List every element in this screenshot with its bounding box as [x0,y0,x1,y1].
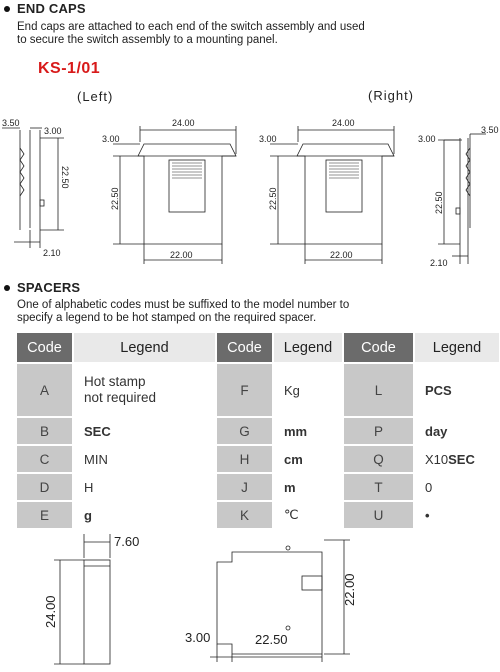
legend-cell: m [273,473,343,501]
left-side-notches [20,148,24,196]
model-number: KS-1/01 [38,60,101,77]
spacer-code-table [15,331,500,530]
spacers-title [0,280,80,295]
code-cell: C [16,445,73,473]
left-front-body [138,144,236,244]
dim-front-tab-right: 3.00 [259,134,277,144]
legend-cell: Hot stamp not required [73,363,216,417]
spacer-drawing [0,532,500,672]
dim-plate-tab: 3.00 [185,630,211,645]
dim-side-tab-right: 3.00 [418,134,436,144]
dim-spacer-width: 7.60 [114,534,140,549]
bullet-icon [4,6,10,12]
dim-side-height-left: 22.50 [60,166,70,189]
plate-hole-top [286,546,290,550]
plate-tab-notch [302,576,322,590]
dim-side-bottom-right: 2.10 [430,258,448,268]
table-row [16,417,500,445]
legend-cell: 0 [414,473,500,501]
dim-front-top-left: 24.00 [172,118,195,128]
header-legend: Legend [414,332,500,363]
code-cell: G [216,417,273,445]
header-code: Code [343,332,414,363]
legend-suffix: SEC [448,451,475,467]
spacers-description: One of alphabetic codes must be suffixed to the model number to specify a legend to be hot stamped on the required spacer. [17,299,350,324]
end-caps-description: End caps are attached to each end of the switch assembly and used to secure the switch assembly to a mounting panel. [17,21,365,46]
code-cell: K [216,501,273,529]
code-cell: E [16,501,73,529]
plate-hole-bottom [286,626,290,630]
code-cell: J [216,473,273,501]
dim-side-height-right: 22.50 [434,191,444,214]
legend-cell: cm [273,445,343,473]
end-caps-title-text: END CAPS [17,1,86,16]
dim-plate-height: 22.00 [342,573,357,606]
left-label: (Left) [77,89,114,104]
table-row [16,363,500,417]
header-code: Code [16,332,73,363]
legend-cell: ℃ [273,501,343,529]
legend-prefix: X10 [425,451,449,467]
dim-side-right-a: 3.50 [481,125,499,135]
dim-front-bottom-left: 22.00 [170,250,193,260]
legend-cell: • [414,501,500,529]
code-cell: L [343,363,414,417]
dim-front-height-left: 22.50 [110,187,120,210]
dim-side-bottom-left: 2.10 [43,248,61,258]
bullet-icon [4,285,10,291]
code-cell: Q [343,445,414,473]
legend-cell: g [73,501,216,529]
left-side-clip [40,200,44,206]
right-label: (Right) [368,88,415,103]
right-front-body [297,144,394,244]
header-legend: Legend [73,332,216,363]
legend-cell: SEC [73,417,216,445]
dim-front-tab-left: 3.00 [102,134,120,144]
dim-front-top-right: 24.00 [332,118,355,128]
right-front-window [326,160,362,212]
left-front-window [169,160,205,212]
code-cell: A [16,363,73,417]
table-row [16,501,500,529]
code-cell: B [16,417,73,445]
dim-side-left-a: 3.50 [2,118,20,128]
code-cell: F [216,363,273,417]
legend-cell: Kg [273,363,343,417]
legend-cell [414,445,500,473]
dim-spacer-height: 24.00 [43,595,58,628]
dim-front-height-right: 22.50 [268,187,278,210]
dim-side-left-b: 3.00 [44,126,62,136]
code-cell: U [343,501,414,529]
code-cell: P [343,417,414,445]
legend-cell: mm [273,417,343,445]
code-cell: H [216,445,273,473]
table-row [16,473,500,501]
header-legend: Legend [273,332,343,363]
legend-cell: MIN [73,445,216,473]
legend-cell: PCS [414,363,500,417]
code-cell: D [16,473,73,501]
legend-cell: day [414,417,500,445]
code-cell: T [343,473,414,501]
dim-plate-width: 22.50 [255,632,288,647]
dim-front-bottom-right: 22.00 [330,250,353,260]
legend-cell: H [73,473,216,501]
spacer-block [84,560,110,664]
header-code: Code [216,332,273,363]
table-header-row [16,332,500,363]
table-row [16,445,500,473]
end-caps-drawing [0,108,500,273]
end-caps-title [0,1,86,16]
spacers-title-text: SPACERS [17,280,81,295]
right-side-clip [456,208,460,214]
